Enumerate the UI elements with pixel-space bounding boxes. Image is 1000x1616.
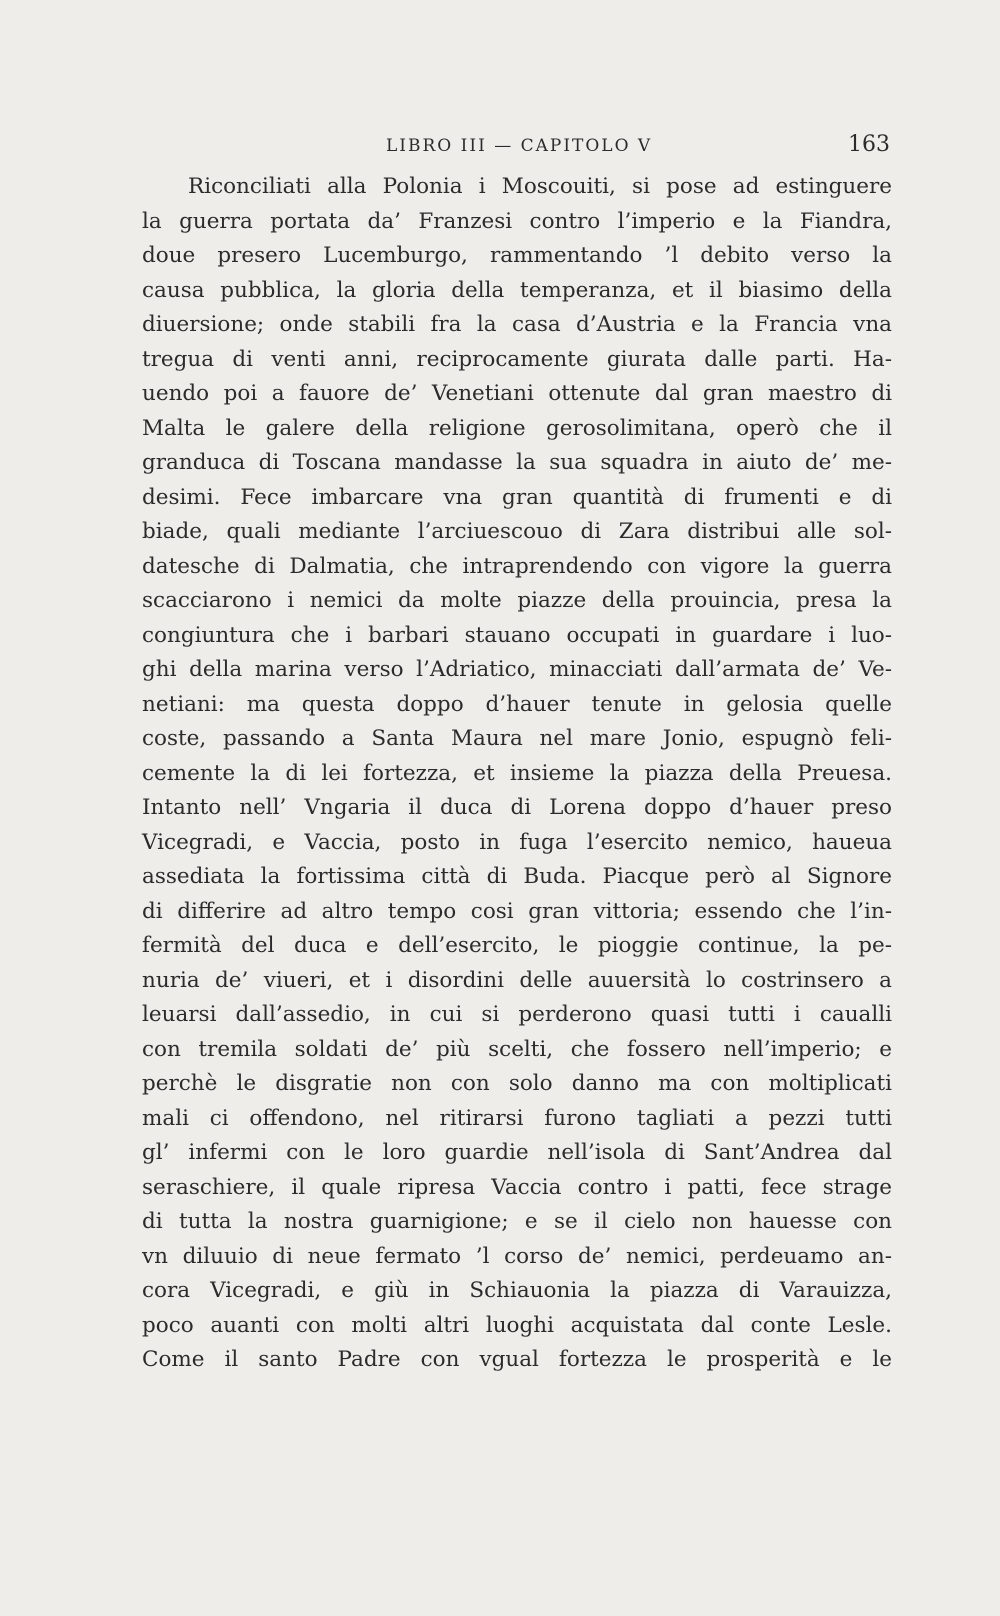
text-line: granduca di Toscana mandasse la sua squadra in aiuto de’ me- [142,450,892,475]
text-line: perchè le disgratie non con solo danno ma con moltiplicati [142,1071,892,1096]
text-line: seraschiere, il quale ripresa Vaccia contro i patti, fece strage [142,1174,892,1200]
text-line: mali ci offendono, nel ritirarsi furono tagliati a pezzi tutti [142,1105,892,1131]
text-line: la guerra portata da’ Franzesi contro l’imperio e la Fiandra, [142,208,892,234]
text-line: congiuntura che i barbari stauano occupati in guardare i luo- [142,622,892,648]
text-line: Vicegradi, e Vaccia, posto in fuga l’esercito nemico, haueua [142,829,892,855]
text-line: cemente la di lei fortezza, et insieme la piazza della Preuesa. [142,760,892,786]
text-line: poco auanti con molti altri luoghi acquistata dal conte Lesle. [142,1312,892,1338]
page-header [142,132,890,160]
text-line: coste, passando a Santa Maura nel mare Jonio, espugnò feli- [142,726,892,751]
running-head: LIBRO III — CAPITOLO V [386,136,653,156]
text-line: Malta le galere della religione gerosolimitana, operò che il [142,415,892,441]
text-line: cora Vicegradi, e giù in Schiauonia la piazza di Varauizza, [142,1278,892,1303]
text-line: diuersione; onde stabili fra la casa d’Austria e la Francia vna [142,312,892,337]
text-line: di tutta la nostra guarnigione; e se il cielo non hauesse con [142,1209,892,1234]
text-line: tregua di venti anni, reciprocamente giurata dalle parti. Ha- [142,346,892,372]
text-line: assediata la fortissima città di Buda. Piacque però al Signore [142,864,892,889]
text-line: causa pubblica, la gloria della temperanza, et il biasimo della [142,277,892,303]
text-line: vn diluuio di neue fermato ’l corso de’ nemici, perdeuamo an- [142,1243,892,1269]
page-number: 163 [848,132,890,157]
text-line: leuarsi dall’assedio, in cui si perderono quasi tutti i caualli [142,1002,892,1027]
text-line: scacciarono i nemici da molte piazze della prouincia, presa la [142,588,892,613]
text-line: netiani: ma questa doppo d’hauer tenute in gelosia quelle [142,691,892,717]
text-line: nuria de’ viueri, et i disordini delle auuersità lo costrinsero a [142,967,892,993]
text-line: con tremila soldati de’ più scelti, che fossero nell’imperio; e [142,1036,892,1062]
text-line: Come il santo Padre con vgual fortezza le prosperità e le [142,1347,892,1372]
text-line: biade, quali mediante l’arciuescouo di Zara distribui alle sol- [142,519,892,544]
text-line: di differire ad altro tempo cosi gran vittoria; essendo che l’in- [142,898,892,924]
text-line: uendo poi a fauore de’ Venetiani ottenute dal gran maestro di [142,381,892,406]
text-line: doue presero Lucemburgo, rammentando ’l debito verso la [142,243,892,268]
text-line: desimi. Fece imbarcare vna gran quantità di frumenti e di [142,484,892,510]
text-line: datesche di Dalmatia, che intraprendendo con vigore la guerra [142,553,892,579]
text-line: Riconciliati alla Polonia i Moscouiti, si pose ad estinguere [188,174,892,199]
body-text [142,170,892,1378]
text-line: ghi della marina verso l’Adriatico, minacciati dall’armata de’ Ve- [142,657,892,682]
text-line: fermità del duca e dell’esercito, le pioggie continue, la pe- [142,933,892,958]
text-line: Intanto nell’ Vngaria il duca di Lorena doppo d’hauer preso [142,795,892,820]
text-line: gl’ infermi con le loro guardie nell’isola di Sant’Andrea dal [142,1140,892,1165]
